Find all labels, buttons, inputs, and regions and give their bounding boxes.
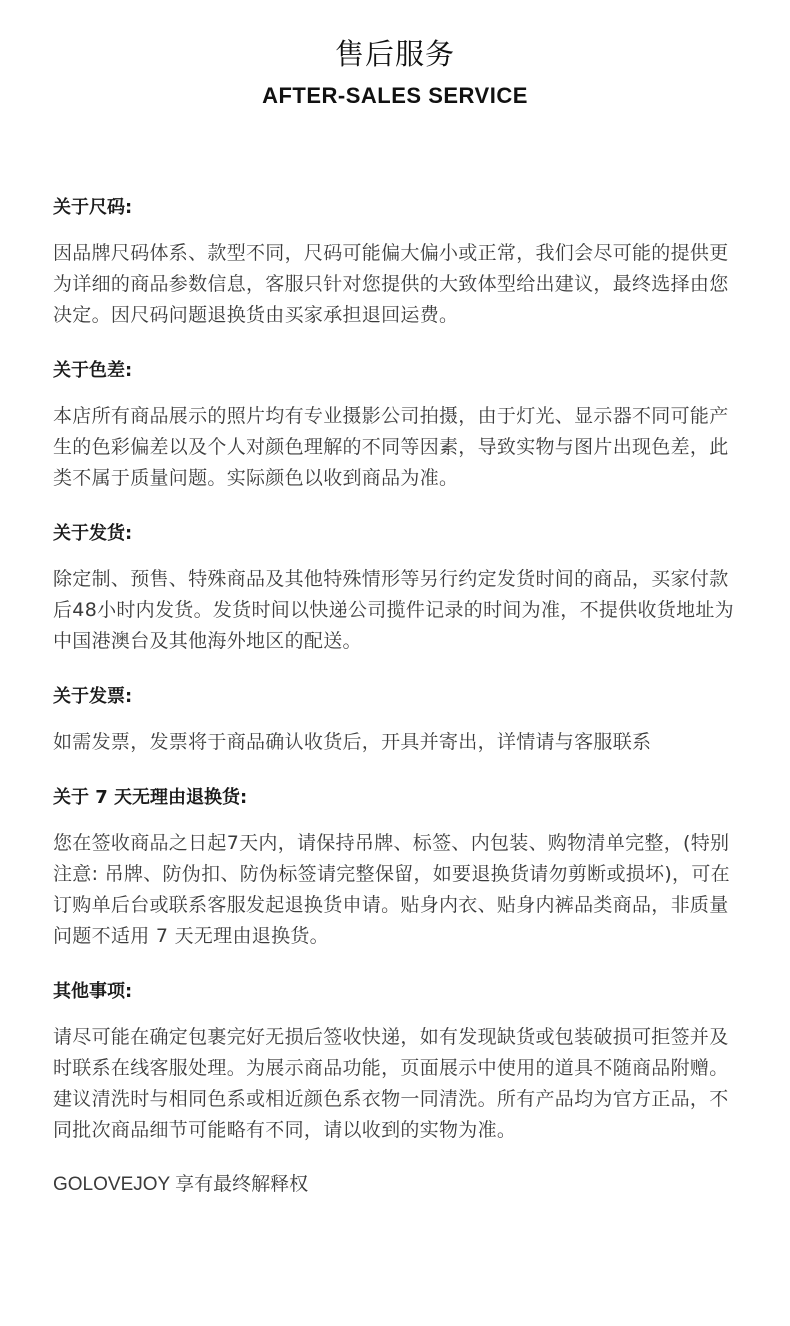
section-heading-shipping: 关于发货: — [53, 523, 133, 544]
footer-rights-note: GOLOVEJOY 享有最终解释权 — [53, 1174, 309, 1195]
section-returns — [53, 782, 743, 952]
section-color — [53, 355, 743, 494]
page-title-en: AFTER-SALES SERVICE — [262, 83, 528, 108]
policy-content — [53, 192, 743, 1200]
section-body-shipping: 除定制、预售、特殊商品及其他特殊情形等另行约定发货时间的商品，买家付款后48小时内发货。发货时间以快递公司揽件记录的时间为准，不提供收货地址为中国港澳台及其他海外地区的配送。 — [53, 568, 734, 652]
section-heading-invoice: 关于发票: — [53, 686, 133, 707]
section-heading-size: 关于尺码: — [53, 197, 133, 218]
section-heading-returns: 关于 7 天无理由退换货: — [53, 787, 248, 808]
section-heading-color: 关于色差: — [53, 360, 133, 381]
section-body-size: 因品牌尺码体系、款型不同，尺码可能偏大偏小或正常，我们会尽可能的提供更为详细的商品参数信息，客服只针对您提供的大致体型给出建议，最终选择由您决定。因尺码问题退换货由买家承担退回运费。 — [53, 242, 729, 326]
section-heading-other: 其他事项: — [53, 981, 133, 1002]
section-body-color: 本店所有商品展示的照片均有专业摄影公司拍摄，由于灯光、显示器不同可能产生的色彩偏差以及个人对颜色理解的不同等因素，导致实物与图片出现色差，此类不属于质量问题。实际颜色以收到商品为准。 — [53, 405, 729, 489]
section-body-other: 请尽可能在确定包裹完好无损后签收快递，如有发现缺货或包装破损可拒签并及时联系在线客服处理。为展示商品功能，页面展示中使用的道具不随商品附赠。建议清洗时与相同色系或相近颜色系衣物一同清洗。所有产品均为官方正品，不同批次商品细节可能略有不同，请以收到的实物为准。 — [53, 1026, 729, 1141]
section-body-invoice: 如需发票，发票将于商品确认收货后，开具并寄出，详情请与客服联系 — [53, 731, 652, 753]
section-invoice — [53, 681, 743, 758]
section-other — [53, 976, 743, 1146]
section-size — [53, 192, 743, 331]
section-shipping — [53, 518, 743, 657]
page-title-cn: 售后服务 — [334, 37, 455, 71]
section-body-returns: 您在签收商品之日起7天内，请保持吊牌、标签、内包装、购物清单完整，(特别注意: 吊牌、防伪扣、防伪标签请完整保留，如要退换货请勿剪断或损坏)，可在订购单后台或联系客服发起退换货申请。贴身内衣、贴身内裤品类商品，非质量问题不适用 7 天无理由退换货。 — [53, 832, 730, 947]
